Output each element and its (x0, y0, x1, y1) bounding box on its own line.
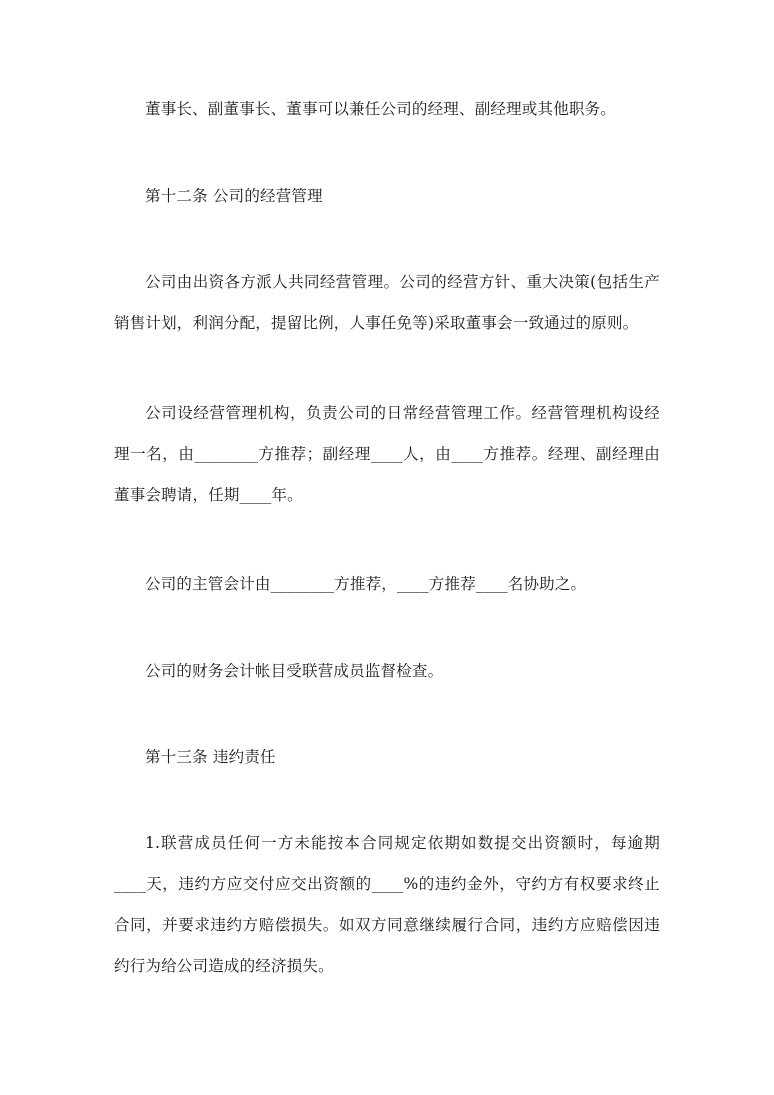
paragraph-financial-supervision: 公司的财务会计帐目受联营成员监督检查。 (145, 662, 444, 680)
paragraph-director-roles: 董事长、副董事长、董事可以兼任公司的经理、副经理或其他职务。 (145, 100, 617, 118)
article-13-heading: 第十三条 违约责任 (145, 748, 276, 766)
paragraph-management-structure: 公司设经营管理机构，负责公司的日常经营管理工作。经营管理机构设经理一名，由________方推荐；副经理____人，由____方推荐。经理、副经理由董事会聘请，任期____年。 (114, 404, 660, 504)
paragraph-chief-accountant: 公司的主管会计由________方推荐，____方推荐____名协助之。 (145, 575, 587, 593)
paragraph-joint-management: 公司由出资各方派人共同经营管理。公司的经营方针、重大决策(包括生产销售计划，利润分配，提留比例，人事任免等)采取董事会一致通过的原则。 (114, 273, 660, 332)
article-12-heading: 第十二条 公司的经营管理 (145, 187, 323, 205)
paragraph-breach-liability: 1.联营成员任何一方未能按本合同规定依期如数提交出资额时，每逾期____天，违约方应交付应交出资额的____%的违约金外，守约方有权要求终止合同，并要求违约方赔偿损失。如双方同意继续履行合同，违约方应赔偿因违约行为给公司造成的经济损失。 (114, 834, 660, 975)
